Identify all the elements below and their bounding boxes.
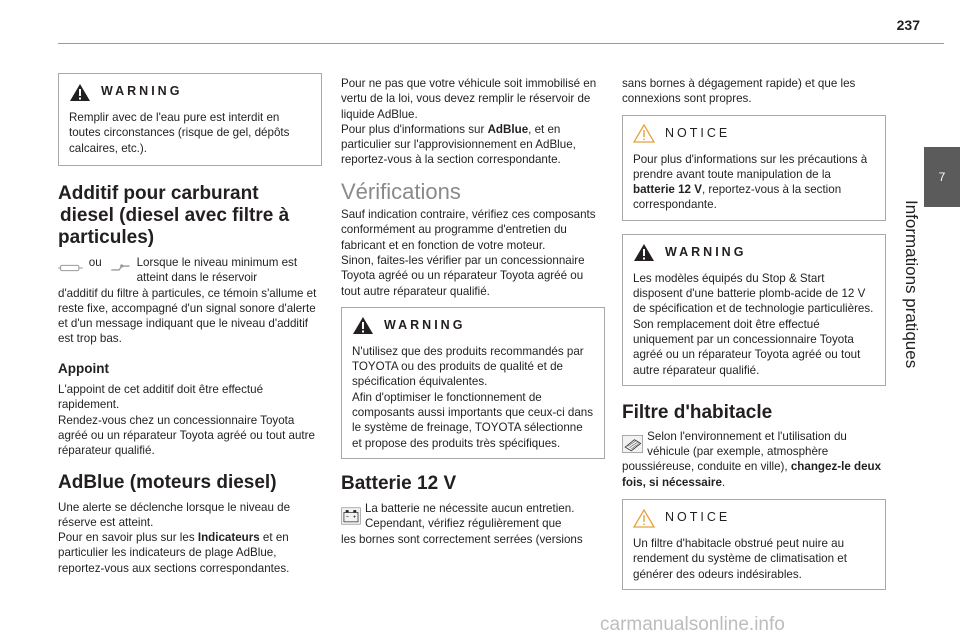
warning-label: WARNING: [101, 84, 183, 99]
warning-box-right: [622, 234, 886, 386]
filter-intro: [622, 429, 886, 460]
filter-text-end: .: [721, 475, 726, 489]
intro-adblue: AdBlue: [487, 122, 529, 136]
notice-text-1a: Pour plus d'informations sur les précautions à prendre avant toute manipulation de la: [633, 152, 868, 181]
warning-text-1: Les modèles équipés du Stop & Start disposent d'une batterie plomb-acide de 12 V de spécification et de technologie particulières.: [633, 271, 874, 316]
verifications-title: Vérifications: [341, 178, 461, 204]
additive-title-line1: Additif pour carburant: [58, 183, 259, 204]
additive-title-line2: diesel (diesel avec filtre à: [60, 205, 290, 226]
filter-text-b1: poussiéreuse, conduite en ville),: [622, 460, 791, 474]
notice-box-1: [622, 115, 886, 221]
adblue-indicators: Indicateurs: [197, 531, 260, 545]
warning-text-2: Afin d'optimiser le fonctionnement de composants aussi importants que ceux-ci dans le système de freinage, TOYOTA sélectionne et propose des produits très spécifiques.: [352, 390, 594, 450]
intro-text-2c: , et en particulier sur l'approvisionnement en AdBlue, reportez-vous à la section correspondante.: [341, 122, 576, 167]
page-number: 237: [896, 17, 920, 33]
notice-header-2: [623, 500, 885, 536]
appoint-text-1: L'appoint de cet additif doit être effectué rapidement.: [58, 383, 264, 412]
notice-battery: batterie 12 V: [633, 183, 702, 197]
warning-triangle-icon: [69, 83, 91, 102]
adblue-text-2c: et en particulier les indicateurs de plage AdBlue, reportez-vous aux sections correspondantes.: [58, 531, 290, 575]
warning-header-right: [623, 235, 885, 271]
adblue-text-2: [58, 530, 322, 576]
warning-header-middle: [342, 308, 604, 344]
warning-box-middle: [341, 307, 605, 459]
adblue-text-2a: Pour en savoir plus sur les: [58, 531, 198, 545]
warning-label: WARNING: [665, 245, 747, 260]
battery-title: Batterie 12 V: [341, 472, 457, 494]
notice-text-1c: , reportez-vous à la section correspondante.: [633, 183, 842, 212]
intro-text-2: [341, 122, 605, 168]
adblue-title: AdBlue (moteurs diesel): [58, 471, 277, 493]
filter-title: Filtre d'habitacle: [622, 401, 773, 423]
middle-column: [341, 76, 605, 547]
notice-header-1: [623, 116, 885, 152]
appoint-title: Appoint: [58, 360, 109, 376]
intro-text-2a: Pour plus d'informations sur: [341, 122, 488, 136]
battery-icon: [341, 501, 361, 531]
additive-intro: [58, 255, 322, 286]
warning-triangle-icon: [352, 316, 374, 335]
battery-cont-text: sans bornes à dégagement rapide) et que les connexions sont propres.: [622, 77, 856, 106]
warning-label: WARNING: [384, 318, 466, 333]
right-column: [622, 76, 886, 590]
battery-text-a: La batterie ne nécessite aucun entretien. Cependant, vérifiez régulièrement que: [364, 501, 575, 531]
left-column: [58, 73, 322, 576]
warning-box: [58, 73, 322, 166]
adblue-text-1: Une alerte se déclenche lorsque le niveau de réserve est atteint.: [58, 500, 291, 529]
filter-text-a: Selon l'environnement et l'utilisation du véhicule (par exemple, atmosphère: [647, 429, 847, 459]
additive-text-a: Lorsque le niveau minimum est atteint dans le réservoir: [136, 256, 298, 285]
fuel-additive-icon: [110, 259, 131, 277]
warning-triangle-icon: [633, 243, 655, 262]
additive-text-b: d'additif du filtre à particules, ce témoin s'allume et reste fixe, accompagné d'un signal sonore d'alerte et d'un message indiquant que le niveau d'additif est trop bas.: [58, 286, 317, 346]
watermark: carmanualsonline.info: [600, 614, 785, 635]
additive-or: ou: [88, 256, 102, 269]
filter-text-bold: changez-le deux fois, si nécessaire: [622, 460, 882, 489]
appoint-text-2: Rendez-vous chez un concessionnaire Toyota agréé ou un réparateur Toyota agréé ou tout autre réparateur qualifié.: [58, 413, 315, 458]
header-rule: [58, 43, 944, 44]
notice-text-2: Un filtre d'habitacle obstrué peut nuire au rendement du système de climatisation et générer des odeurs indésirables.: [633, 537, 847, 581]
chapter-title: Informations pratiques: [902, 200, 921, 369]
notice-text-1: [633, 152, 875, 213]
battery-intro: [341, 501, 605, 532]
warning-text-1: N'utilisez que des produits recommandés par TOYOTA ou des produits de qualité et de spécification équivalentes.: [352, 344, 584, 389]
cabin-filter-icon: [622, 429, 643, 459]
notice-triangle-icon: [633, 509, 655, 528]
verif-text-1: Sauf indication contraire, vérifiez ces composants conformément au programme d'entretien du fabricant et en fonction de votre moteur.: [341, 208, 596, 252]
warning-text: Remplir avec de l'eau pure est interdit en toutes circonstances (risque de gel, dépôts calcaires, etc.).: [69, 111, 290, 155]
chapter-tab[interactable]: 7: [924, 147, 960, 207]
notice-label: NOTICE: [665, 125, 731, 140]
battery-text-b: les bornes sont correctement serrées (versions: [341, 532, 583, 546]
additive-title-line3: particules): [58, 227, 155, 248]
fuel-filter-icon: [58, 259, 83, 277]
notice-label: NOTICE: [665, 510, 731, 525]
verif-text-2: Sinon, faites-les vérifier par un concessionnaire Toyota agréé ou un réparateur Toyota agréé ou tout autre réparateur qualifié.: [341, 253, 585, 298]
warning-text-2: Son remplacement doit être effectué uniquement par un concessionnaire Toyota agréé ou un réparateur Toyota agréé ou tout autre réparateur qualifié.: [633, 317, 861, 377]
warning-header: [59, 74, 321, 110]
filter-text-b: [622, 459, 886, 490]
notice-triangle-icon: [633, 124, 655, 143]
notice-box-2: [622, 499, 886, 590]
intro-text-1: Pour ne pas que votre véhicule soit immobilisé en vertu de la loi, vous devez remplir le réservoir de liquide AdBlue.: [341, 77, 597, 121]
